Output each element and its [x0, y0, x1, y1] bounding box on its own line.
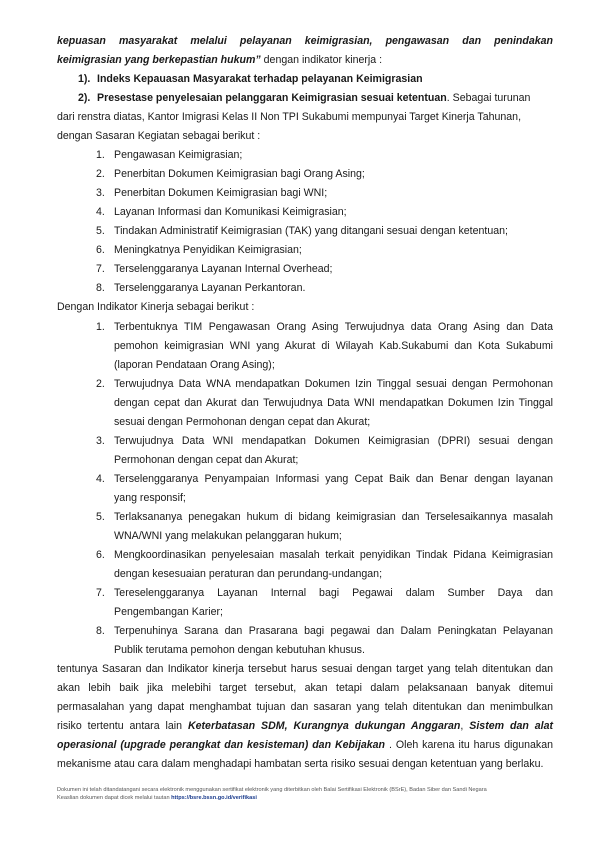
sasaran-num: 8.	[96, 282, 105, 294]
indikator-line: Terlaksananya penegakan hukum di bidang keimigrasian dan Terselesaikannya masalah	[114, 511, 553, 523]
top-indicator-line	[97, 91, 553, 105]
footer-verification	[57, 794, 257, 802]
indikator-num: 6.	[96, 549, 105, 561]
indikator-num: 7.	[96, 587, 105, 599]
closing-line-5	[57, 738, 553, 752]
sasaran-item: Penerbitan Dokumen Keimigrasian bagi Orang Asing;	[114, 168, 365, 180]
closing-line-5-rest: . Oleh karena itu harus digunakan	[385, 739, 553, 751]
closing-line-3: permasalahan yang dapat menghambat tujuan dan sasaran yang telah ditentukan dan menimbulkan	[57, 701, 553, 713]
top-indicator-text: Indeks Kepauasan Masyarakat terhadap pelayanan Keimigrasian	[97, 73, 423, 85]
indikator-line: Tereselenggaranya Layanan Internal bagi Pegawai dalam Sumber Daya dan	[114, 587, 553, 599]
indikator-num: 5.	[96, 511, 105, 523]
indikator-line: Terpenuhinya Sarana dan Prasarana bagi pegawai dan Dalam Peningkatan Pelayanan	[114, 625, 553, 637]
sasaran-item: Terselenggaranya Layanan Perkantoran.	[114, 282, 306, 294]
top-indicator-rest: . Sebagai turunan	[446, 92, 531, 104]
indikator-num: 3.	[96, 435, 105, 447]
closing-line-4	[57, 719, 553, 733]
intro-line-2-emphasis: keimigrasian yang berkepastian hukum”	[57, 54, 261, 66]
indikator-line: Terwujudnya Data WNI mendapatkan Dokumen Keimigrasian (DPRI) sesuai dengan	[114, 435, 553, 447]
indikator-line: Terbentuknya TIM Pengawasan Orang Asing Terwujudnya data Orang Asing dan Data	[114, 321, 553, 333]
closing-line-1: tentunya Sasaran dan Indikator kinerja tersebut harus sesuai dengan target yang telah ditentukan dan	[57, 663, 553, 675]
indikator-num: 4.	[96, 473, 105, 485]
sasaran-item: Meningkatnya Penyidikan Keimigrasian;	[114, 244, 302, 256]
footer-verification-link[interactable]: https://bsre.bssn.go.id/verifikasi	[171, 795, 257, 801]
para1-line-2: dengan Sasaran Kegiatan sebagai berikut :	[57, 130, 261, 142]
indikator-line: Pengembangan Karier;	[114, 606, 223, 618]
indikator-line: dengan cepat dan Akurat dan Terwujudnya Data WNI mendapatkan Dokumen Izin Tinggal	[114, 397, 553, 409]
sasaran-item: Terselenggaranya Layanan Internal Overhead;	[114, 263, 333, 275]
indikator-line: Terselenggaranya Penyampaian Informasi yang Cepat Baik dan Benar dengan layanan	[114, 473, 553, 485]
indikator-line: (laporan Pendataan Orang Asing);	[114, 359, 275, 371]
top-indicator-num: 2).	[78, 92, 91, 104]
indikator-line: Publik terutama pemohon dengan kebutuhan khusus.	[114, 644, 365, 656]
indikator-num: 1.	[96, 321, 105, 333]
indikator-line: Mengkoordinasikan penyelesaian masalah terkait penyidikan Tindak Pidana Keimigrasian	[114, 549, 553, 561]
intro-line-1: kepuasan masyarakat melalui pelayanan keimigrasian, pengawasan dan penindakan	[57, 35, 553, 47]
footer-signature-note: Dokumen ini telah ditandatangani secara elektronik menggunakan sertifikat elektronik yang diterbitkan oleh Balai Sertifikasi Elektronik (BSrE), Badan Siber dan Sandi Negara	[57, 787, 487, 793]
indikator-line: WNA/WNI yang melakukan pelanggaran hukum;	[114, 530, 342, 542]
indikator-line: Terwujudnya Data WNA mendapatkan Dokumen Izin Tinggal sesuai dengan Permohonan	[114, 378, 553, 390]
indikator-line: yang responsif;	[114, 492, 186, 504]
top-indicator-text: Presestase penyelesaian pelanggaran Keimigrasian sesuai ketentuan	[97, 92, 447, 104]
sasaran-item: Pengawasan Keimigrasian;	[114, 149, 243, 161]
sasaran-num: 4.	[96, 206, 105, 218]
sasaran-num: 5.	[96, 225, 105, 237]
footer-verification-text: Keaslian dokumen dapat dicek melalui tautan	[57, 795, 172, 801]
indikator-line: pemohon keimigrasian WNI yang Akurat di Wilayah Kab.Sukabumi dan Kota Sukabumi	[114, 340, 553, 352]
closing-line-4-emphasis-1: Keterbatasan SDM, Kurangnya dukungan Anggaran	[187, 720, 461, 732]
closing-line-6: mekanisme atau cara dalam menghadapi hambatan serta risiko sesuai dengan ketentuan yang berlaku.	[57, 758, 544, 770]
sasaran-num: 2.	[96, 168, 105, 180]
sasaran-item: Layanan Informasi dan Komunikasi Keimigrasian;	[114, 206, 347, 218]
sasaran-num: 3.	[96, 187, 105, 199]
closing-line-4-a: risiko tertentu antara lain	[57, 720, 188, 732]
indikator-line: Permohonan dengan cepat dan Akurat;	[114, 454, 299, 466]
indikator-heading: Dengan Indikator Kinerja sebagai berikut :	[57, 301, 255, 313]
closing-line-2: akan lebih baik jika melebihi target tersebut, akan tetapi dalam pelaksanaan banyak ditemui	[57, 682, 553, 694]
closing-line-4-sep: ,	[460, 720, 470, 732]
top-indicator-num: 1).	[78, 73, 91, 85]
indikator-num: 2.	[96, 378, 105, 390]
indikator-num: 8.	[96, 625, 105, 637]
sasaran-num: 7.	[96, 263, 105, 275]
intro-line-2-rest: dengan indikator kinerja :	[260, 54, 383, 66]
para1-line-1: dari renstra diatas, Kantor Imigrasi Kelas II Non TPI Sukabumi mempunyai Target Kinerja Tahunan,	[57, 111, 522, 123]
indikator-line: dengan kesesuaian peraturan dan perundang-undangan;	[114, 568, 383, 580]
closing-line-4-emphasis-2: Sistem dan alat	[469, 720, 554, 732]
sasaran-item: Penerbitan Dokumen Keimigrasian bagi WNI;	[114, 187, 328, 199]
closing-line-5-emphasis: operasional (upgrade perangkat dan kesisteman) dan Kebijakan	[57, 739, 386, 751]
sasaran-num: 1.	[96, 149, 105, 161]
sasaran-num: 6.	[96, 244, 105, 256]
intro-line-2	[57, 53, 553, 67]
indikator-line: sesuai dengan Permohonan dengan cepat dan Akurat;	[114, 416, 371, 428]
sasaran-item: Tindakan Administratif Keimigrasian (TAK) yang ditangani sesuai dengan ketentuan;	[114, 225, 508, 237]
